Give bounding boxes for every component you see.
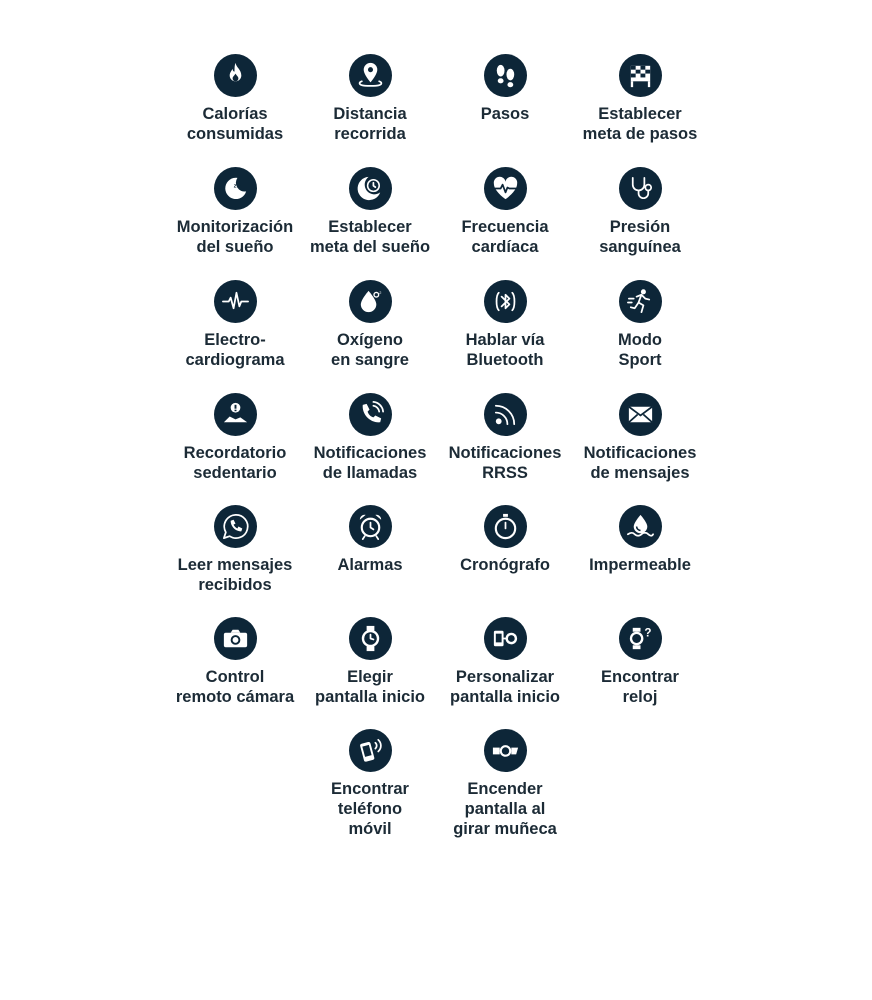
feature-label-line: Establecer [328, 218, 412, 236]
checkered-flag-icon [619, 54, 662, 97]
feature-item [303, 393, 437, 483]
feature-label [584, 443, 697, 483]
feature-label-line: cardiograma [185, 351, 285, 369]
feature-label [481, 104, 530, 124]
feature-label-line: Notificaciones [313, 444, 427, 462]
feature-label-line: RRSS [482, 464, 528, 482]
feature-label [176, 667, 294, 707]
camera-icon [214, 617, 257, 660]
feature-label [331, 779, 409, 839]
feature-label-line: de mensajes [590, 464, 690, 482]
sleep-moon-icon [214, 167, 257, 210]
footprints-icon [484, 54, 527, 97]
feature-label-line: girar muñeca [453, 820, 557, 838]
feature-item [303, 729, 437, 839]
feature-item [303, 505, 437, 575]
phone-vibrate-icon [349, 729, 392, 772]
feature-label-line: Modo [618, 331, 662, 349]
feature-label-line: reloj [622, 688, 658, 706]
feature-label-line: Bluetooth [466, 351, 544, 369]
stethoscope-icon [619, 167, 662, 210]
feature-item [438, 280, 572, 370]
feature-item [303, 617, 437, 707]
water-drop-icon [619, 505, 662, 548]
feature-label-line: Alarmas [337, 556, 403, 574]
feature-item [573, 393, 707, 483]
feature-label [314, 443, 427, 483]
feature-item [168, 505, 302, 595]
feature-label-line: Oxígeno [336, 331, 403, 349]
feature-label [450, 667, 560, 707]
ecg-wave-icon [214, 280, 257, 323]
moon-clock-icon [349, 167, 392, 210]
feature-label [461, 217, 548, 257]
oxygen-drop-icon [349, 280, 392, 323]
feature-label-line: Notificaciones [448, 444, 562, 462]
svg-text:z z: z z [233, 183, 241, 190]
feature-label-line: remoto cámara [175, 688, 295, 706]
feature-item [168, 393, 302, 483]
feature-label [331, 330, 409, 370]
feature-label-line: Distancia [333, 105, 407, 123]
feature-label-line: Encender [467, 780, 543, 798]
envelope-icon [619, 393, 662, 436]
feature-label [177, 217, 293, 257]
feature-label [589, 555, 691, 575]
svg-text:2: 2 [378, 289, 381, 295]
feature-item [573, 617, 707, 707]
rss-feed-icon [484, 393, 527, 436]
feature-label [333, 104, 406, 144]
feature-label-line: Pasos [480, 105, 530, 123]
feature-item [303, 54, 437, 144]
feature-item [168, 167, 302, 257]
feature-item [573, 167, 707, 257]
feature-item [573, 54, 707, 144]
feature-label-line: consumidas [186, 125, 284, 143]
feature-label [618, 330, 662, 370]
feature-label-line: Hablar vía [465, 331, 545, 349]
feature-label-line: cardíaca [471, 238, 539, 256]
feature-label-line: Establecer [598, 105, 682, 123]
feature-item [573, 505, 707, 575]
runner-icon [619, 280, 662, 323]
feature-label [601, 667, 679, 707]
feature-item [438, 505, 572, 575]
sedentary-alert-icon [214, 393, 257, 436]
location-pin-icon [349, 54, 392, 97]
feature-label [599, 217, 681, 257]
feature-label-line: Presión [609, 218, 671, 236]
feature-label-line: sanguínea [599, 238, 681, 256]
feature-label-line: de llamadas [322, 464, 418, 482]
feature-item [438, 729, 572, 839]
watch-face-icon [349, 617, 392, 660]
feature-label-line: Calorías [202, 105, 268, 123]
bluetooth-call-icon [484, 280, 527, 323]
feature-item [438, 54, 572, 124]
wrist-raise-icon [484, 729, 527, 772]
feature-label-line: recorrida [334, 125, 406, 143]
feature-label-line: meta de pasos [582, 125, 698, 143]
feature-label-line: móvil [348, 820, 392, 838]
svg-text:?: ? [643, 626, 651, 640]
feature-label-line: Control [205, 668, 265, 686]
feature-label [315, 667, 425, 707]
feature-label-line: Encontrar [601, 668, 679, 686]
feature-label [187, 104, 283, 144]
feature-label-line: del sueño [196, 238, 274, 256]
feature-label [453, 779, 557, 839]
alarm-clock-icon [349, 505, 392, 548]
custom-watchface-icon [484, 617, 527, 660]
feature-label-line: Recordatorio [183, 444, 287, 462]
feature-label-line: pantalla inicio [314, 688, 426, 706]
feature-item [303, 280, 437, 370]
watch-question-icon [619, 617, 662, 660]
feature-label [583, 104, 698, 144]
feature-label-line: Leer mensajes [177, 556, 293, 574]
feature-item [168, 54, 302, 144]
phone-ringing-icon [349, 393, 392, 436]
heart-pulse-icon [484, 167, 527, 210]
feature-label [337, 555, 402, 575]
feature-label-line: Notificaciones [583, 444, 697, 462]
feature-label [178, 555, 293, 595]
feature-label [310, 217, 430, 257]
feature-item [573, 280, 707, 370]
feature-label-line: en sangre [331, 351, 409, 369]
feature-label-line: pantalla inicio [449, 688, 561, 706]
feature-label [460, 555, 550, 575]
whatsapp-icon [214, 505, 257, 548]
feature-item [303, 167, 437, 257]
feature-label-line: recibidos [198, 576, 272, 594]
feature-label-line: teléfono [337, 800, 403, 818]
feature-label-line: Personalizar [455, 668, 555, 686]
feature-label-line: Cronógrafo [460, 556, 550, 574]
feature-label-line: Impermeable [589, 556, 691, 574]
stopwatch-icon [484, 505, 527, 548]
feature-label-line: Monitorización [176, 218, 294, 236]
feature-item [168, 617, 302, 707]
flame-icon [214, 54, 257, 97]
feature-label [466, 330, 545, 370]
feature-label-line: pantalla al [464, 800, 546, 818]
feature-label-line: Sport [618, 351, 662, 369]
feature-item [168, 280, 302, 370]
feature-label [184, 443, 287, 483]
feature-label-line: Elegir [347, 668, 393, 686]
feature-item [438, 167, 572, 257]
feature-label [185, 330, 284, 370]
feature-label-line: Electro- [204, 331, 266, 349]
feature-label-line: Frecuencia [461, 218, 549, 236]
feature-label-line: meta del sueño [309, 238, 431, 256]
feature-label [449, 443, 562, 483]
feature-label-line: sedentario [193, 464, 277, 482]
feature-item [438, 393, 572, 483]
feature-item [438, 617, 572, 707]
feature-label-line: Encontrar [331, 780, 409, 798]
